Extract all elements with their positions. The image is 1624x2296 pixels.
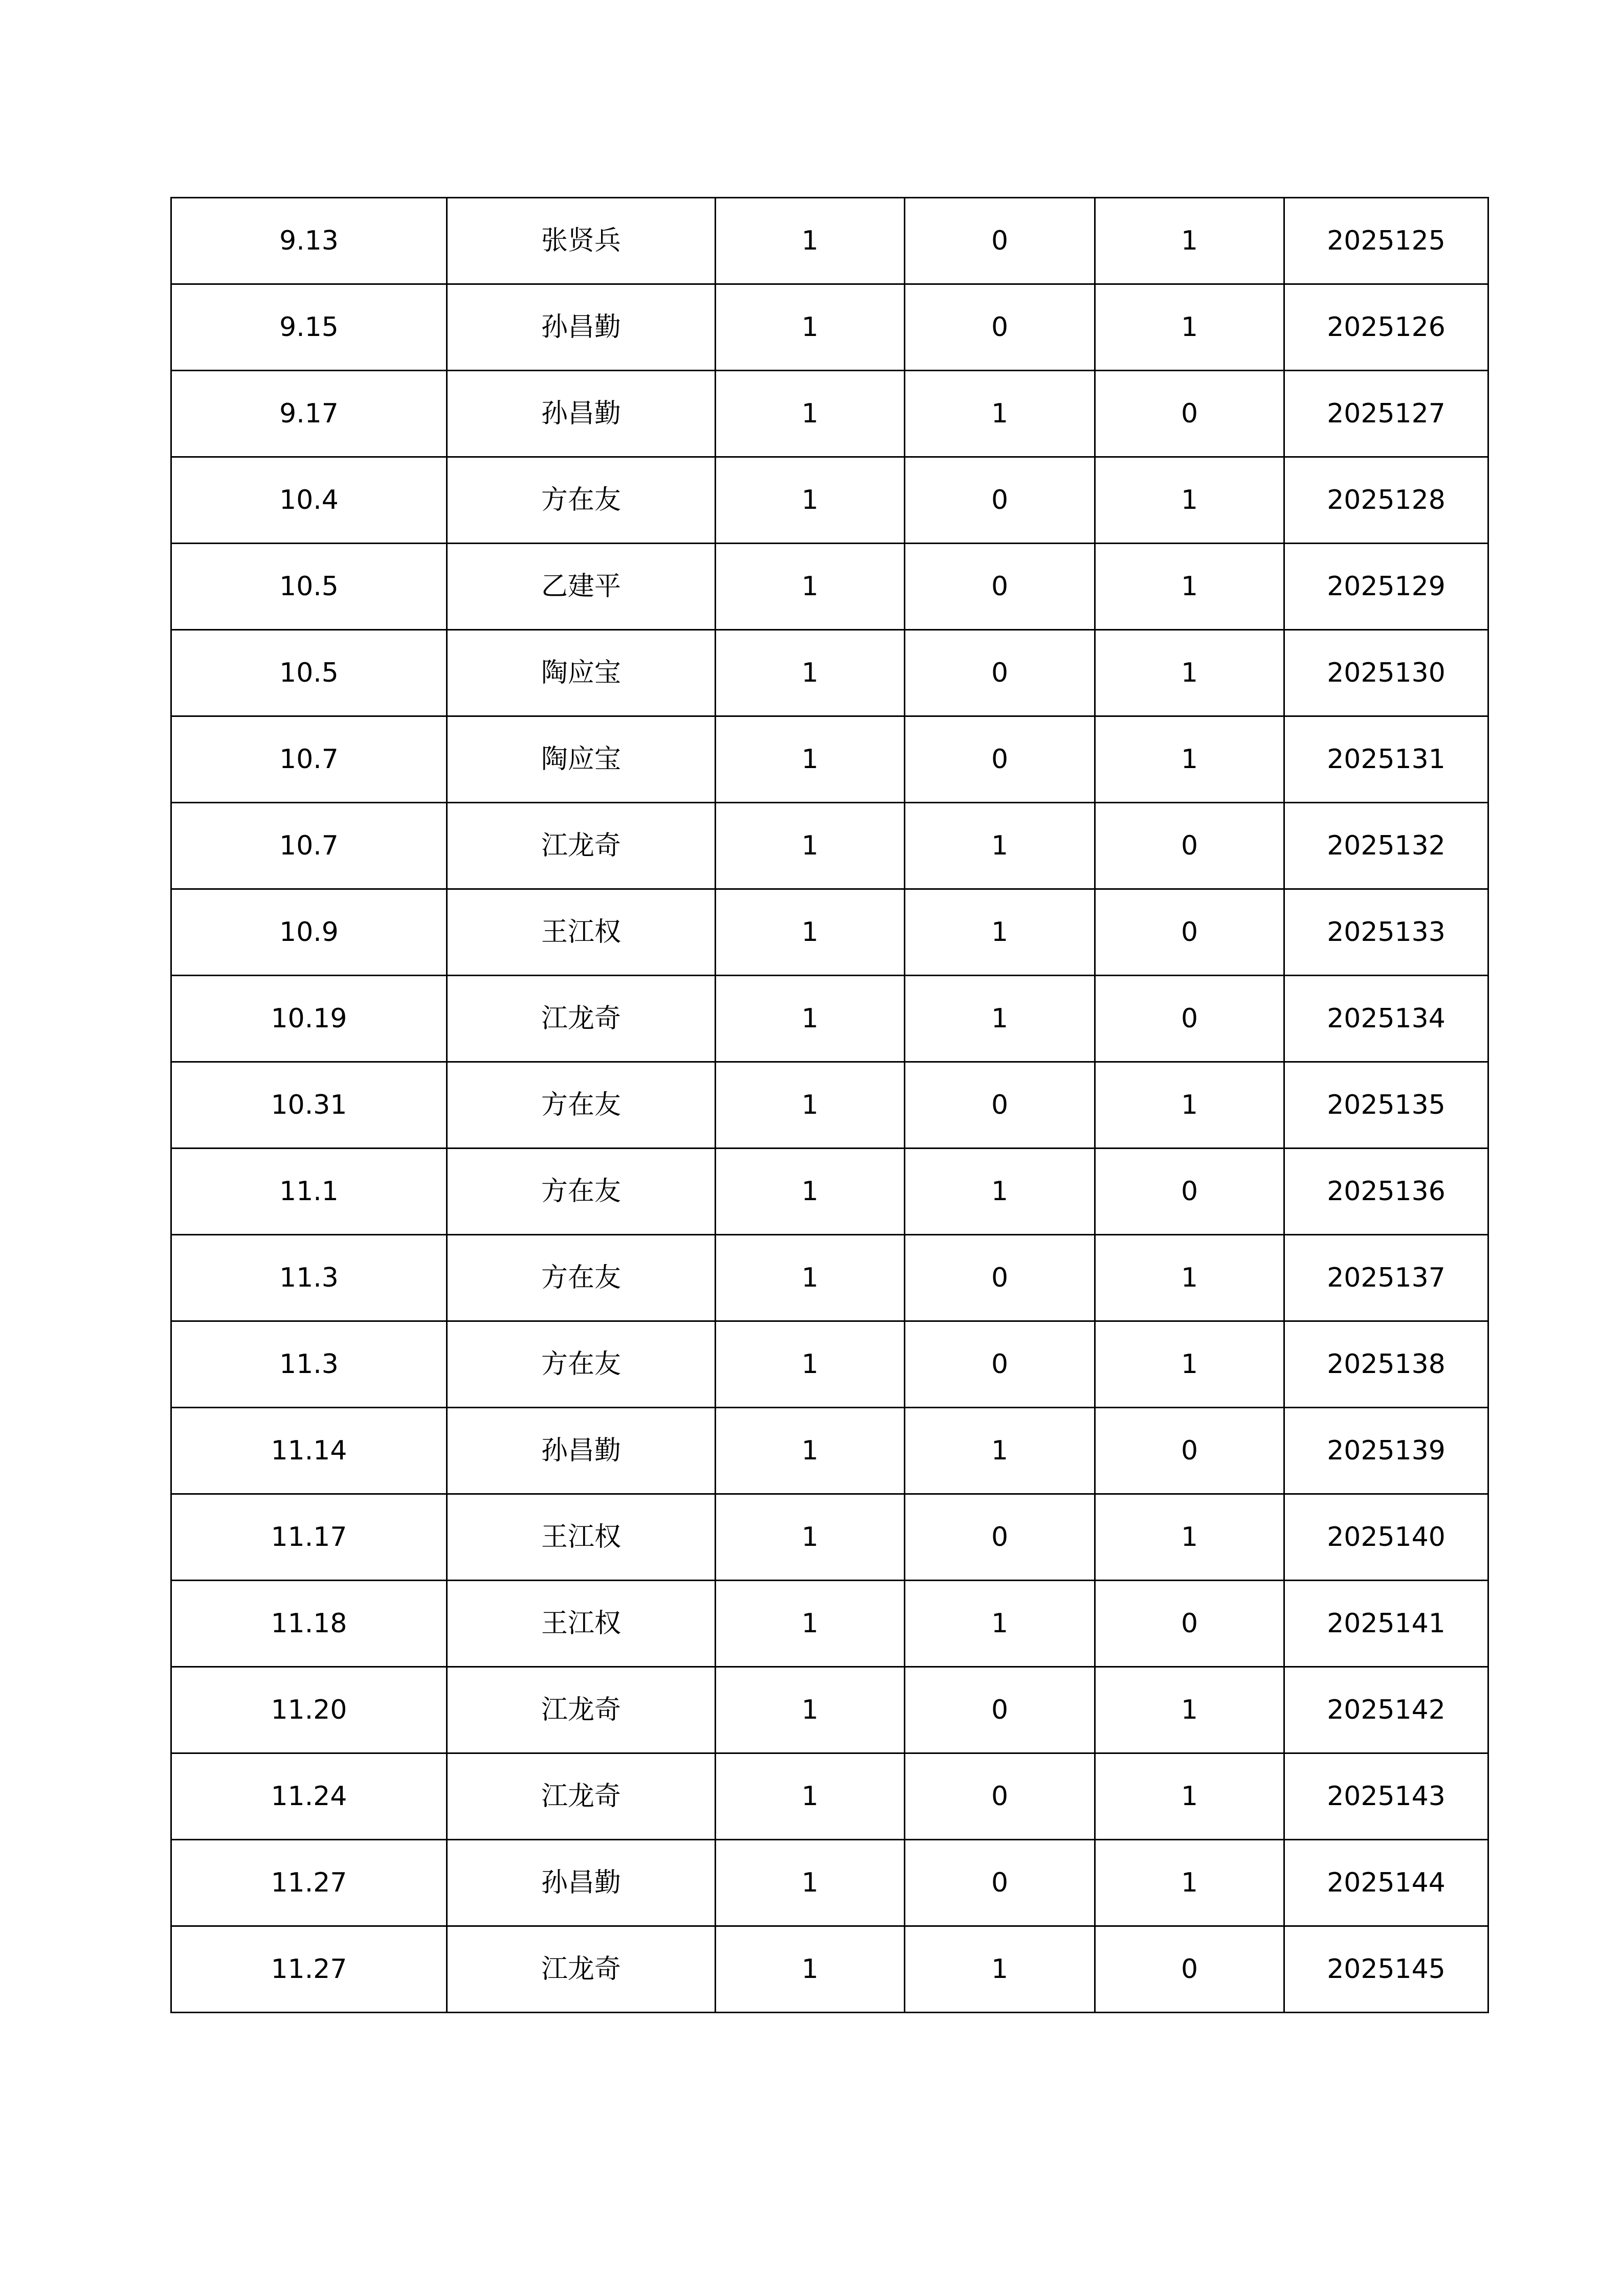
value-a-cell: 1 bbox=[716, 1235, 905, 1321]
value-c-cell: 1 bbox=[1095, 1667, 1284, 1753]
record-id-cell: 2025134 bbox=[1284, 976, 1488, 1062]
date-cell: 11.18 bbox=[171, 1581, 447, 1667]
name-cell: 王江权 bbox=[447, 1581, 716, 1667]
value-c-cell: 0 bbox=[1095, 1149, 1284, 1235]
value-b-cell: 0 bbox=[905, 1494, 1095, 1581]
record-id-cell: 2025145 bbox=[1284, 1926, 1488, 2013]
value-a-cell: 1 bbox=[716, 1149, 905, 1235]
value-a-cell: 1 bbox=[716, 889, 905, 976]
value-c-cell: 0 bbox=[1095, 1408, 1284, 1494]
value-b-cell: 1 bbox=[905, 1581, 1095, 1667]
value-a-cell: 1 bbox=[716, 803, 905, 889]
record-id-cell: 2025140 bbox=[1284, 1494, 1488, 1581]
value-b-cell: 0 bbox=[905, 1235, 1095, 1321]
value-c-cell: 1 bbox=[1095, 544, 1284, 630]
value-b-cell: 0 bbox=[905, 1062, 1095, 1149]
value-c-cell: 1 bbox=[1095, 1062, 1284, 1149]
value-b-cell: 0 bbox=[905, 544, 1095, 630]
value-a-cell: 1 bbox=[716, 976, 905, 1062]
value-a-cell: 1 bbox=[716, 457, 905, 544]
name-cell: 方在友 bbox=[447, 1321, 716, 1408]
name-cell: 方在友 bbox=[447, 1062, 716, 1149]
table-row bbox=[171, 1926, 1488, 2013]
value-b-cell: 1 bbox=[905, 889, 1095, 976]
value-a-cell: 1 bbox=[716, 1581, 905, 1667]
value-b-cell: 0 bbox=[905, 716, 1095, 803]
table-row bbox=[171, 1494, 1488, 1581]
record-id-cell: 2025137 bbox=[1284, 1235, 1488, 1321]
value-c-cell: 1 bbox=[1095, 198, 1284, 284]
record-id-cell: 2025132 bbox=[1284, 803, 1488, 889]
date-cell: 11.17 bbox=[171, 1494, 447, 1581]
value-a-cell: 1 bbox=[716, 198, 905, 284]
value-a-cell: 1 bbox=[716, 1926, 905, 2013]
value-b-cell: 0 bbox=[905, 1667, 1095, 1753]
value-b-cell: 1 bbox=[905, 1149, 1095, 1235]
name-cell: 江龙奇 bbox=[447, 1753, 716, 1840]
table-row bbox=[171, 457, 1488, 544]
value-a-cell: 1 bbox=[716, 544, 905, 630]
table-row bbox=[171, 803, 1488, 889]
table-row bbox=[171, 1149, 1488, 1235]
value-b-cell: 0 bbox=[905, 284, 1095, 371]
value-b-cell: 0 bbox=[905, 198, 1095, 284]
record-id-cell: 2025133 bbox=[1284, 889, 1488, 976]
name-cell: 王江权 bbox=[447, 1494, 716, 1581]
record-id-cell: 2025142 bbox=[1284, 1667, 1488, 1753]
table-row bbox=[171, 630, 1488, 716]
name-cell: 王江权 bbox=[447, 889, 716, 976]
value-c-cell: 1 bbox=[1095, 630, 1284, 716]
value-b-cell: 0 bbox=[905, 457, 1095, 544]
table-row bbox=[171, 1321, 1488, 1408]
name-cell: 陶应宝 bbox=[447, 716, 716, 803]
value-a-cell: 1 bbox=[716, 1840, 905, 1926]
table-row bbox=[171, 544, 1488, 630]
value-c-cell: 1 bbox=[1095, 284, 1284, 371]
table-row bbox=[171, 1667, 1488, 1753]
value-a-cell: 1 bbox=[716, 1667, 905, 1753]
value-b-cell: 1 bbox=[905, 803, 1095, 889]
record-id-cell: 2025129 bbox=[1284, 544, 1488, 630]
date-cell: 10.5 bbox=[171, 544, 447, 630]
record-id-cell: 2025128 bbox=[1284, 457, 1488, 544]
value-c-cell: 1 bbox=[1095, 1321, 1284, 1408]
table-row bbox=[171, 976, 1488, 1062]
table-row bbox=[171, 1408, 1488, 1494]
name-cell: 乙建平 bbox=[447, 544, 716, 630]
date-cell: 10.7 bbox=[171, 803, 447, 889]
date-cell: 10.5 bbox=[171, 630, 447, 716]
value-c-cell: 0 bbox=[1095, 1926, 1284, 2013]
value-c-cell: 1 bbox=[1095, 1840, 1284, 1926]
record-id-cell: 2025130 bbox=[1284, 630, 1488, 716]
value-a-cell: 1 bbox=[716, 716, 905, 803]
value-b-cell: 0 bbox=[905, 630, 1095, 716]
name-cell: 方在友 bbox=[447, 457, 716, 544]
record-id-cell: 2025127 bbox=[1284, 371, 1488, 457]
value-a-cell: 1 bbox=[716, 371, 905, 457]
value-c-cell: 0 bbox=[1095, 976, 1284, 1062]
date-cell: 11.14 bbox=[171, 1408, 447, 1494]
value-b-cell: 0 bbox=[905, 1321, 1095, 1408]
value-c-cell: 0 bbox=[1095, 371, 1284, 457]
value-a-cell: 1 bbox=[716, 1494, 905, 1581]
record-id-cell: 2025138 bbox=[1284, 1321, 1488, 1408]
name-cell: 方在友 bbox=[447, 1235, 716, 1321]
date-cell: 9.17 bbox=[171, 371, 447, 457]
date-cell: 11.27 bbox=[171, 1840, 447, 1926]
date-cell: 11.27 bbox=[171, 1926, 447, 2013]
value-b-cell: 0 bbox=[905, 1840, 1095, 1926]
value-b-cell: 1 bbox=[905, 371, 1095, 457]
name-cell: 江龙奇 bbox=[447, 976, 716, 1062]
value-c-cell: 0 bbox=[1095, 889, 1284, 976]
date-cell: 11.3 bbox=[171, 1235, 447, 1321]
table-row bbox=[171, 1753, 1488, 1840]
record-id-cell: 2025135 bbox=[1284, 1062, 1488, 1149]
value-a-cell: 1 bbox=[716, 284, 905, 371]
name-cell: 江龙奇 bbox=[447, 803, 716, 889]
value-c-cell: 0 bbox=[1095, 803, 1284, 889]
value-b-cell: 1 bbox=[905, 1408, 1095, 1494]
record-id-cell: 2025143 bbox=[1284, 1753, 1488, 1840]
value-a-cell: 1 bbox=[716, 1753, 905, 1840]
value-b-cell: 1 bbox=[905, 1926, 1095, 2013]
table-row bbox=[171, 1062, 1488, 1149]
value-a-cell: 1 bbox=[716, 1408, 905, 1494]
date-cell: 9.13 bbox=[171, 198, 447, 284]
name-cell: 孙昌勤 bbox=[447, 1408, 716, 1494]
record-id-cell: 2025125 bbox=[1284, 198, 1488, 284]
date-cell: 10.4 bbox=[171, 457, 447, 544]
date-cell: 10.31 bbox=[171, 1062, 447, 1149]
table-row bbox=[171, 198, 1488, 284]
value-c-cell: 1 bbox=[1095, 457, 1284, 544]
table-row bbox=[171, 371, 1488, 457]
table-row bbox=[171, 1235, 1488, 1321]
records-table-body bbox=[171, 198, 1488, 2013]
table-row bbox=[171, 1840, 1488, 1926]
record-id-cell: 2025131 bbox=[1284, 716, 1488, 803]
record-id-cell: 2025144 bbox=[1284, 1840, 1488, 1926]
value-a-cell: 1 bbox=[716, 1321, 905, 1408]
date-cell: 11.24 bbox=[171, 1753, 447, 1840]
name-cell: 江龙奇 bbox=[447, 1667, 716, 1753]
value-c-cell: 1 bbox=[1095, 716, 1284, 803]
date-cell: 10.9 bbox=[171, 889, 447, 976]
record-id-cell: 2025139 bbox=[1284, 1408, 1488, 1494]
value-a-cell: 1 bbox=[716, 630, 905, 716]
name-cell: 陶应宝 bbox=[447, 630, 716, 716]
date-cell: 9.15 bbox=[171, 284, 447, 371]
name-cell: 江龙奇 bbox=[447, 1926, 716, 2013]
name-cell: 孙昌勤 bbox=[447, 284, 716, 371]
name-cell: 张贤兵 bbox=[447, 198, 716, 284]
table-row bbox=[171, 1581, 1488, 1667]
value-a-cell: 1 bbox=[716, 1062, 905, 1149]
records-table bbox=[170, 197, 1489, 2013]
value-c-cell: 1 bbox=[1095, 1494, 1284, 1581]
record-id-cell: 2025126 bbox=[1284, 284, 1488, 371]
name-cell: 方在友 bbox=[447, 1149, 716, 1235]
name-cell: 孙昌勤 bbox=[447, 1840, 716, 1926]
value-c-cell: 0 bbox=[1095, 1581, 1284, 1667]
value-b-cell: 0 bbox=[905, 1753, 1095, 1840]
record-id-cell: 2025136 bbox=[1284, 1149, 1488, 1235]
table-row bbox=[171, 716, 1488, 803]
table-row bbox=[171, 284, 1488, 371]
value-b-cell: 1 bbox=[905, 976, 1095, 1062]
value-c-cell: 1 bbox=[1095, 1753, 1284, 1840]
date-cell: 11.3 bbox=[171, 1321, 447, 1408]
date-cell: 10.19 bbox=[171, 976, 447, 1062]
table-row bbox=[171, 889, 1488, 976]
record-id-cell: 2025141 bbox=[1284, 1581, 1488, 1667]
name-cell: 孙昌勤 bbox=[447, 371, 716, 457]
date-cell: 11.1 bbox=[171, 1149, 447, 1235]
date-cell: 10.7 bbox=[171, 716, 447, 803]
date-cell: 11.20 bbox=[171, 1667, 447, 1753]
value-c-cell: 1 bbox=[1095, 1235, 1284, 1321]
